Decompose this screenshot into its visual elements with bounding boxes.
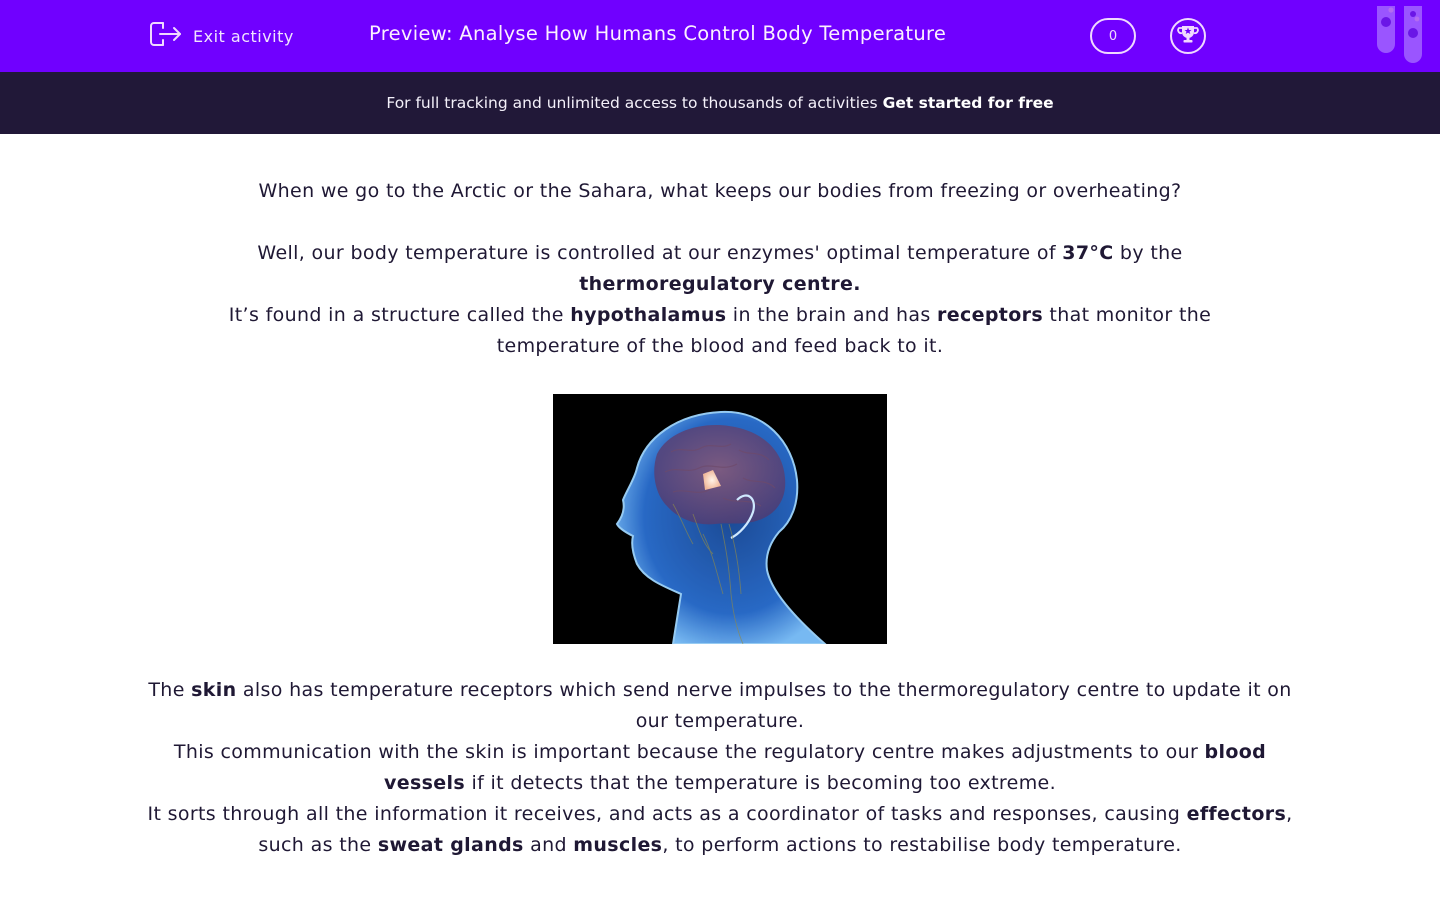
text-fragment: It’s found in a structure called the xyxy=(228,304,571,326)
get-started-link[interactable]: Get started for free xyxy=(882,94,1054,112)
page-title: Preview: Analyse How Humans Control Body Temperature xyxy=(369,22,947,45)
paragraph-skin-receptors xyxy=(140,675,1300,737)
test-tubes-icon xyxy=(1376,0,1426,64)
promo-banner xyxy=(0,72,1440,134)
text-fragment: if it detects that the temperature is becoming too extreme. xyxy=(465,772,1056,794)
exit-activity-button[interactable] xyxy=(149,20,294,52)
trophy-button[interactable] xyxy=(1170,18,1206,54)
text-fragment: in the brain and has xyxy=(726,304,938,326)
exit-arrow-icon xyxy=(149,19,183,53)
hypothalamus-image xyxy=(553,394,887,644)
bold-term-thermoregulatory-centre: thermoregulatory centre. xyxy=(579,273,861,295)
lesson-content xyxy=(140,176,1300,861)
text-fragment: , such as the xyxy=(258,803,1293,856)
bold-term-skin: skin xyxy=(191,679,237,701)
text-fragment: and xyxy=(523,834,574,856)
text-fragment: also has temperature receptors which send nerve impulses to the thermoregulatory centre to update it on our temperature. xyxy=(236,679,1292,732)
text-fragment: Well, our body temperature is controlled at our enzymes' optimal temperature of xyxy=(257,242,1063,264)
text-fragment: The xyxy=(148,679,192,701)
text-fragment: by the xyxy=(1113,242,1183,264)
score-counter xyxy=(1090,18,1136,54)
exit-activity-label: Exit activity xyxy=(193,26,294,46)
text-fragment: It sorts through all the information it receives, and acts as a coordinator of tasks and responses, causing xyxy=(147,803,1187,825)
bold-term-receptors: receptors xyxy=(937,304,1044,326)
bold-term-hypothalamus: hypothalamus xyxy=(570,304,727,326)
bold-term-37c: 37°C xyxy=(1062,242,1114,264)
text-fragment: This communication with the skin is important because the regulatory centre makes adjustments to our xyxy=(173,741,1205,763)
paragraph-effectors xyxy=(140,799,1300,861)
bold-term-sweat-glands: sweat glands xyxy=(377,834,524,856)
intro-question: When we go to the Arctic or the Sahara, what keeps our bodies from freezing or overheating? xyxy=(258,180,1182,202)
bold-term-muscles: muscles xyxy=(573,834,663,856)
promo-text: For full tracking and unlimited access to thousands of activities xyxy=(386,94,878,112)
paragraph-body-temperature xyxy=(140,238,1300,300)
head-brain-illustration xyxy=(553,394,887,644)
top-header xyxy=(0,0,1440,72)
score-value: 0 xyxy=(1108,28,1118,44)
trophy-icon xyxy=(1177,23,1199,49)
text-fragment: , to perform actions to restabilise body temperature. xyxy=(662,834,1182,856)
text-fragment: that monitor the temperature of the blood and feed back to it. xyxy=(496,304,1212,357)
paragraph-blood-vessels xyxy=(140,737,1300,799)
bold-term-effectors: effectors xyxy=(1186,803,1287,825)
next-paragraph-cutoff xyxy=(140,893,1300,900)
paragraph-hypothalamus xyxy=(140,300,1300,362)
bold-term-blood-vessels: blood vessels xyxy=(384,741,1267,794)
